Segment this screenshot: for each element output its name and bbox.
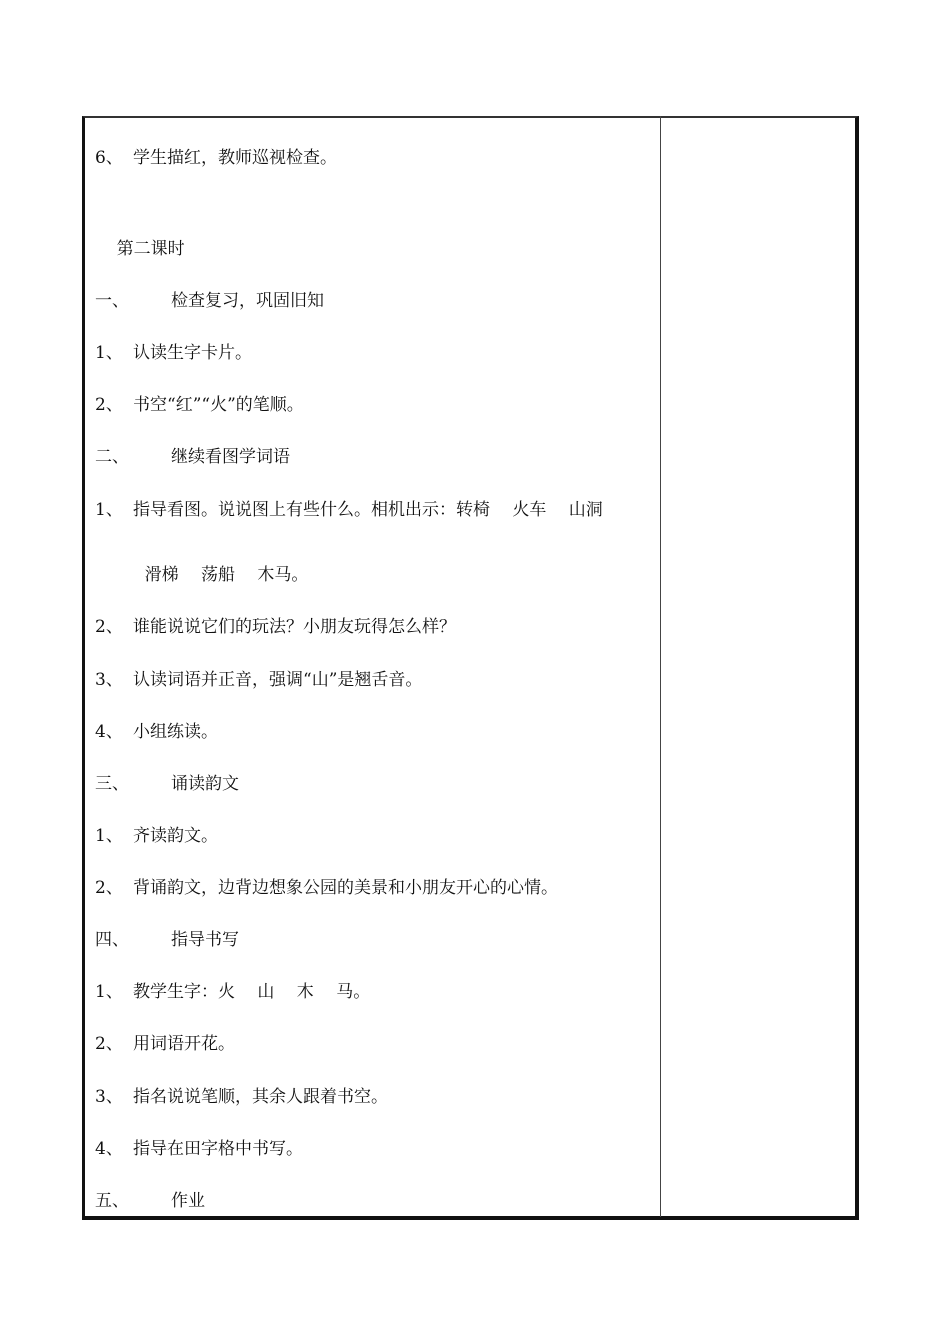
line-number: 1、 bbox=[95, 500, 123, 520]
line-number: 4、 bbox=[95, 722, 123, 742]
section-heading-5 bbox=[95, 1171, 205, 1231]
line-text: 背诵韵文，边背边想象公园的美景和小朋友开心的心情。 bbox=[133, 878, 558, 898]
line-number: 三、 bbox=[95, 774, 129, 794]
line-number: 4、 bbox=[95, 1139, 123, 1159]
list-item bbox=[95, 962, 371, 1022]
line-text: 继续看图学词语 bbox=[171, 447, 290, 467]
line-text: 滑梯 荡船 木马。 bbox=[144, 565, 309, 585]
list-item bbox=[95, 858, 558, 918]
line-text: 指导在田字格中书写。 bbox=[133, 1139, 303, 1159]
line-number: 1、 bbox=[95, 826, 123, 846]
lesson-table bbox=[82, 116, 859, 1220]
list-item bbox=[95, 806, 218, 866]
list-item bbox=[95, 480, 603, 540]
line-text: 第二课时 bbox=[116, 239, 185, 259]
list-item bbox=[95, 1119, 303, 1179]
line-number: 2、 bbox=[95, 878, 123, 898]
line-text: 教学生字：火 山 木 马。 bbox=[133, 982, 371, 1002]
line-text: 指导看图。说说图上有些什么。相机出示：转椅 火车 山洞 bbox=[133, 500, 603, 520]
list-item bbox=[95, 1014, 235, 1074]
line-number: 2、 bbox=[95, 395, 123, 415]
section-heading-1 bbox=[95, 271, 324, 331]
list-item bbox=[95, 650, 423, 710]
section-heading-4 bbox=[95, 910, 239, 970]
line-number: 五、 bbox=[95, 1191, 129, 1211]
line-number: 1、 bbox=[95, 343, 123, 363]
line-number: 3、 bbox=[95, 1087, 123, 1107]
section-heading-3 bbox=[95, 754, 239, 814]
line-text: 小组练读。 bbox=[133, 722, 218, 742]
section-title bbox=[95, 219, 185, 279]
line-number: 6、 bbox=[95, 148, 123, 168]
line-text: 认读词语并正音，强调“山”是翘舌音。 bbox=[133, 670, 423, 690]
section-heading-2 bbox=[95, 427, 290, 487]
line-text: 书空“红”“火”的笔顺。 bbox=[133, 395, 304, 415]
line-text: 用词语开花。 bbox=[133, 1034, 235, 1054]
column-divider bbox=[660, 116, 661, 1217]
line-text: 认读生字卡片。 bbox=[133, 343, 252, 363]
line-text: 指导书写 bbox=[171, 930, 239, 950]
list-item bbox=[95, 597, 456, 657]
line-text: 指名说说笔顺，其余人跟着书空。 bbox=[133, 1087, 388, 1107]
list-item bbox=[95, 1067, 388, 1127]
list-item bbox=[95, 375, 304, 435]
line-number: 3、 bbox=[95, 670, 123, 690]
line-number: 一、 bbox=[95, 291, 129, 311]
list-item bbox=[95, 323, 252, 383]
line-number: 1、 bbox=[95, 982, 123, 1002]
list-item bbox=[95, 702, 218, 762]
line-text: 诵读韵文 bbox=[171, 774, 239, 794]
line-text: 作业 bbox=[171, 1191, 205, 1211]
line-number: 2、 bbox=[95, 617, 123, 637]
line-text: 谁能说说它们的玩法？小朋友玩得怎么样？ bbox=[133, 617, 456, 637]
line-text: 学生描红，教师巡视检查。 bbox=[133, 148, 337, 168]
line-text: 齐读韵文。 bbox=[133, 826, 218, 846]
line-number: 2、 bbox=[95, 1034, 123, 1054]
line-number: 二、 bbox=[95, 447, 129, 467]
line-text: 检查复习，巩固旧知 bbox=[171, 291, 324, 311]
list-item-continuation bbox=[123, 545, 308, 605]
step-6-line bbox=[95, 128, 337, 188]
line-number: 四、 bbox=[95, 930, 129, 950]
